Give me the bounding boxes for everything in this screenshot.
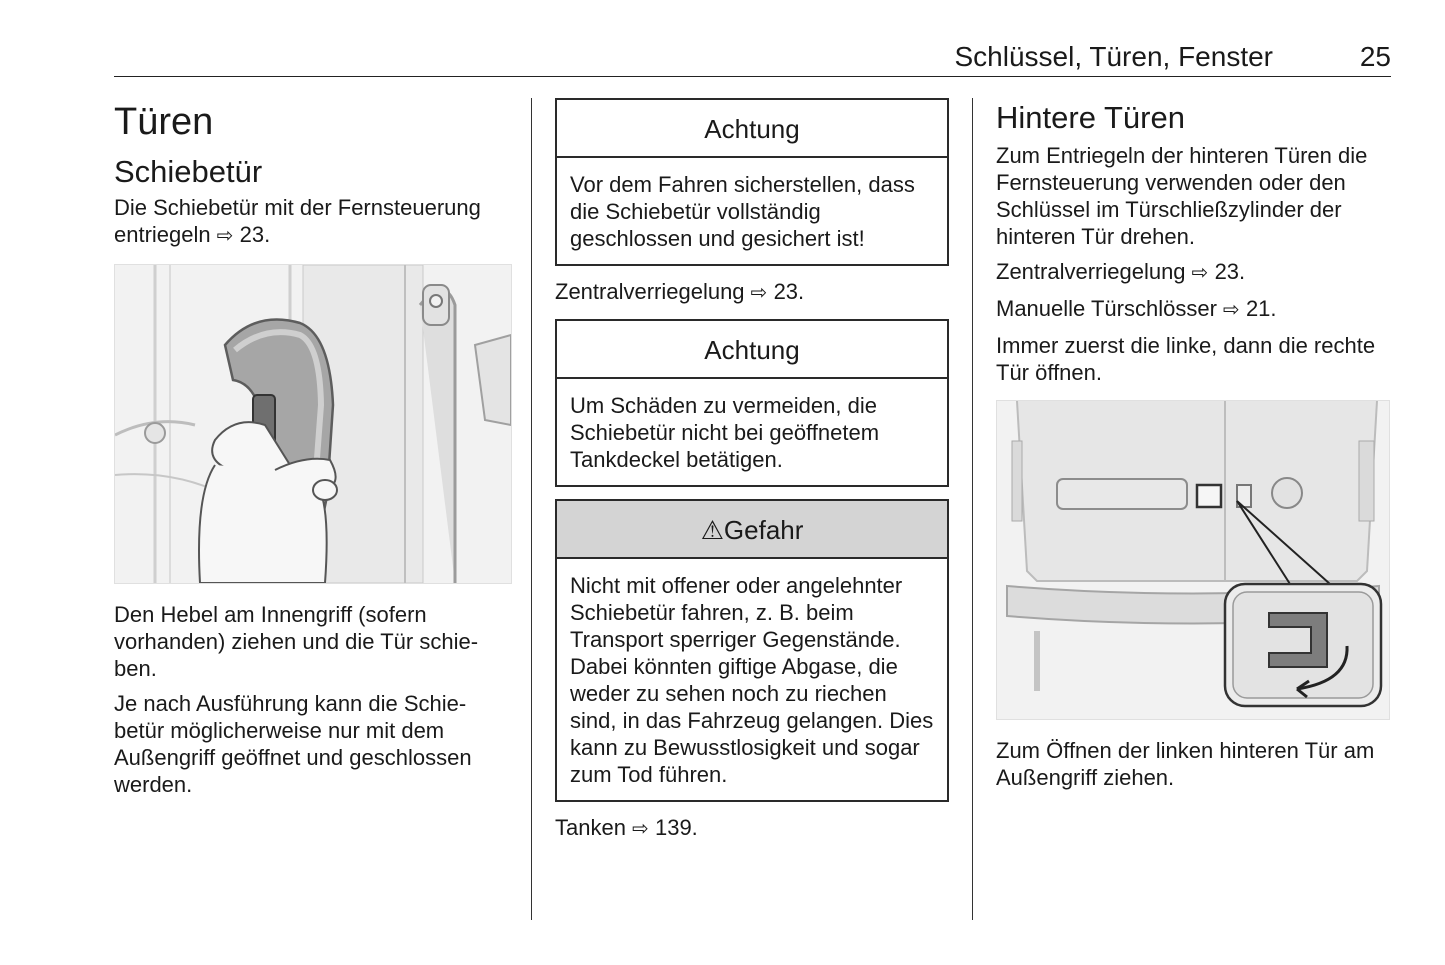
- caution-title: Achtung: [557, 100, 947, 158]
- cross-reference: Manuelle Türschlösser ⇨ 21.: [996, 296, 1277, 321]
- caution-box: [555, 319, 949, 487]
- section-heading: Hintere Türen: [996, 100, 1185, 135]
- page-reference[interactable]: 23.: [773, 279, 805, 304]
- warning-triangle-icon: ⚠: [700, 515, 724, 545]
- section-heading: Schiebetür: [114, 154, 263, 189]
- page-reference[interactable]: 23.: [1214, 259, 1246, 284]
- cross-reference: Zentralverriegelung ⇨ 23.: [996, 259, 1246, 284]
- sliding-door-handle-illustration: [114, 264, 512, 584]
- reference-arrow-icon: ⇨: [632, 818, 649, 840]
- cross-reference: Tanken ⇨ 139.: [555, 815, 698, 840]
- intro-paragraph: Die Schiebetür mit der Fernsteuerung entriegeln ⇨ 23.: [114, 195, 481, 247]
- page-heading: Türen: [114, 101, 214, 143]
- column-middle: [555, 98, 949, 843]
- danger-text: Nicht mit offener oder angelehnter Schiebetür fahren, z. B. beim Transport sperriger Gegenstände. Dabei könnten giftige Abgase, die weder zu sehen noch zu riechen sind, in das Fahrzeug gelangen. Dies kann zu Bewusstlosigkeit und sogar zum Tod führen.: [570, 573, 934, 787]
- left-door-paragraph: Zum Öffnen der linken hinteren Tür am Außengriff ziehen.: [996, 738, 1375, 790]
- column-divider: [972, 98, 973, 920]
- caution-text: Vor dem Fahren sicherstellen, dass die Schiebetür vollständig geschlossen und gesichert ist!: [570, 172, 915, 251]
- page-reference[interactable]: 139.: [654, 815, 698, 840]
- caution-box: [555, 98, 949, 266]
- column-divider: [531, 98, 532, 920]
- lever-paragraph: Den Hebel am Innengriff (sofern vorhanden) ziehen und die Tür schie-ben.: [114, 602, 479, 681]
- caution-title: Achtung: [557, 321, 947, 379]
- column-left: [114, 98, 514, 798]
- caution-text: Um Schäden zu vermeiden, die Schiebetür nicht bei geöffnetem Tankdeckel betätigen.: [570, 393, 880, 472]
- cross-reference: Zentralverriegelung ⇨ 23.: [555, 279, 805, 304]
- danger-title: ⚠Gefahr: [557, 501, 947, 559]
- danger-box: [555, 499, 949, 802]
- section-title: Schlüssel, Türen, Fenster: [954, 41, 1273, 72]
- rear-doors-illustration: [996, 400, 1390, 720]
- unlock-paragraph: Zum Entriegeln der hinteren Türen die Fernsteuerung verwenden oder den Schlüssel im Türschließzylinder der hinteren Tür drehen.: [996, 143, 1368, 249]
- reference-arrow-icon: ⇨: [1191, 262, 1209, 284]
- order-paragraph: Immer zuerst die linke, dann die rechte Tür öffnen.: [996, 333, 1376, 385]
- page-reference[interactable]: 23.: [239, 222, 271, 247]
- page-number: 25: [1359, 41, 1391, 72]
- reference-arrow-icon: ⇨: [216, 225, 234, 247]
- page-reference[interactable]: 21.: [1245, 296, 1277, 321]
- column-right: [996, 98, 1391, 791]
- page-header: [114, 40, 1391, 77]
- reference-arrow-icon: ⇨: [1223, 299, 1240, 321]
- variant-paragraph: Je nach Ausführung kann die Schie-betür möglicherweise nur mit dem Außengriff geöffnet und geschlossen werden.: [114, 691, 472, 797]
- reference-arrow-icon: ⇨: [750, 282, 768, 304]
